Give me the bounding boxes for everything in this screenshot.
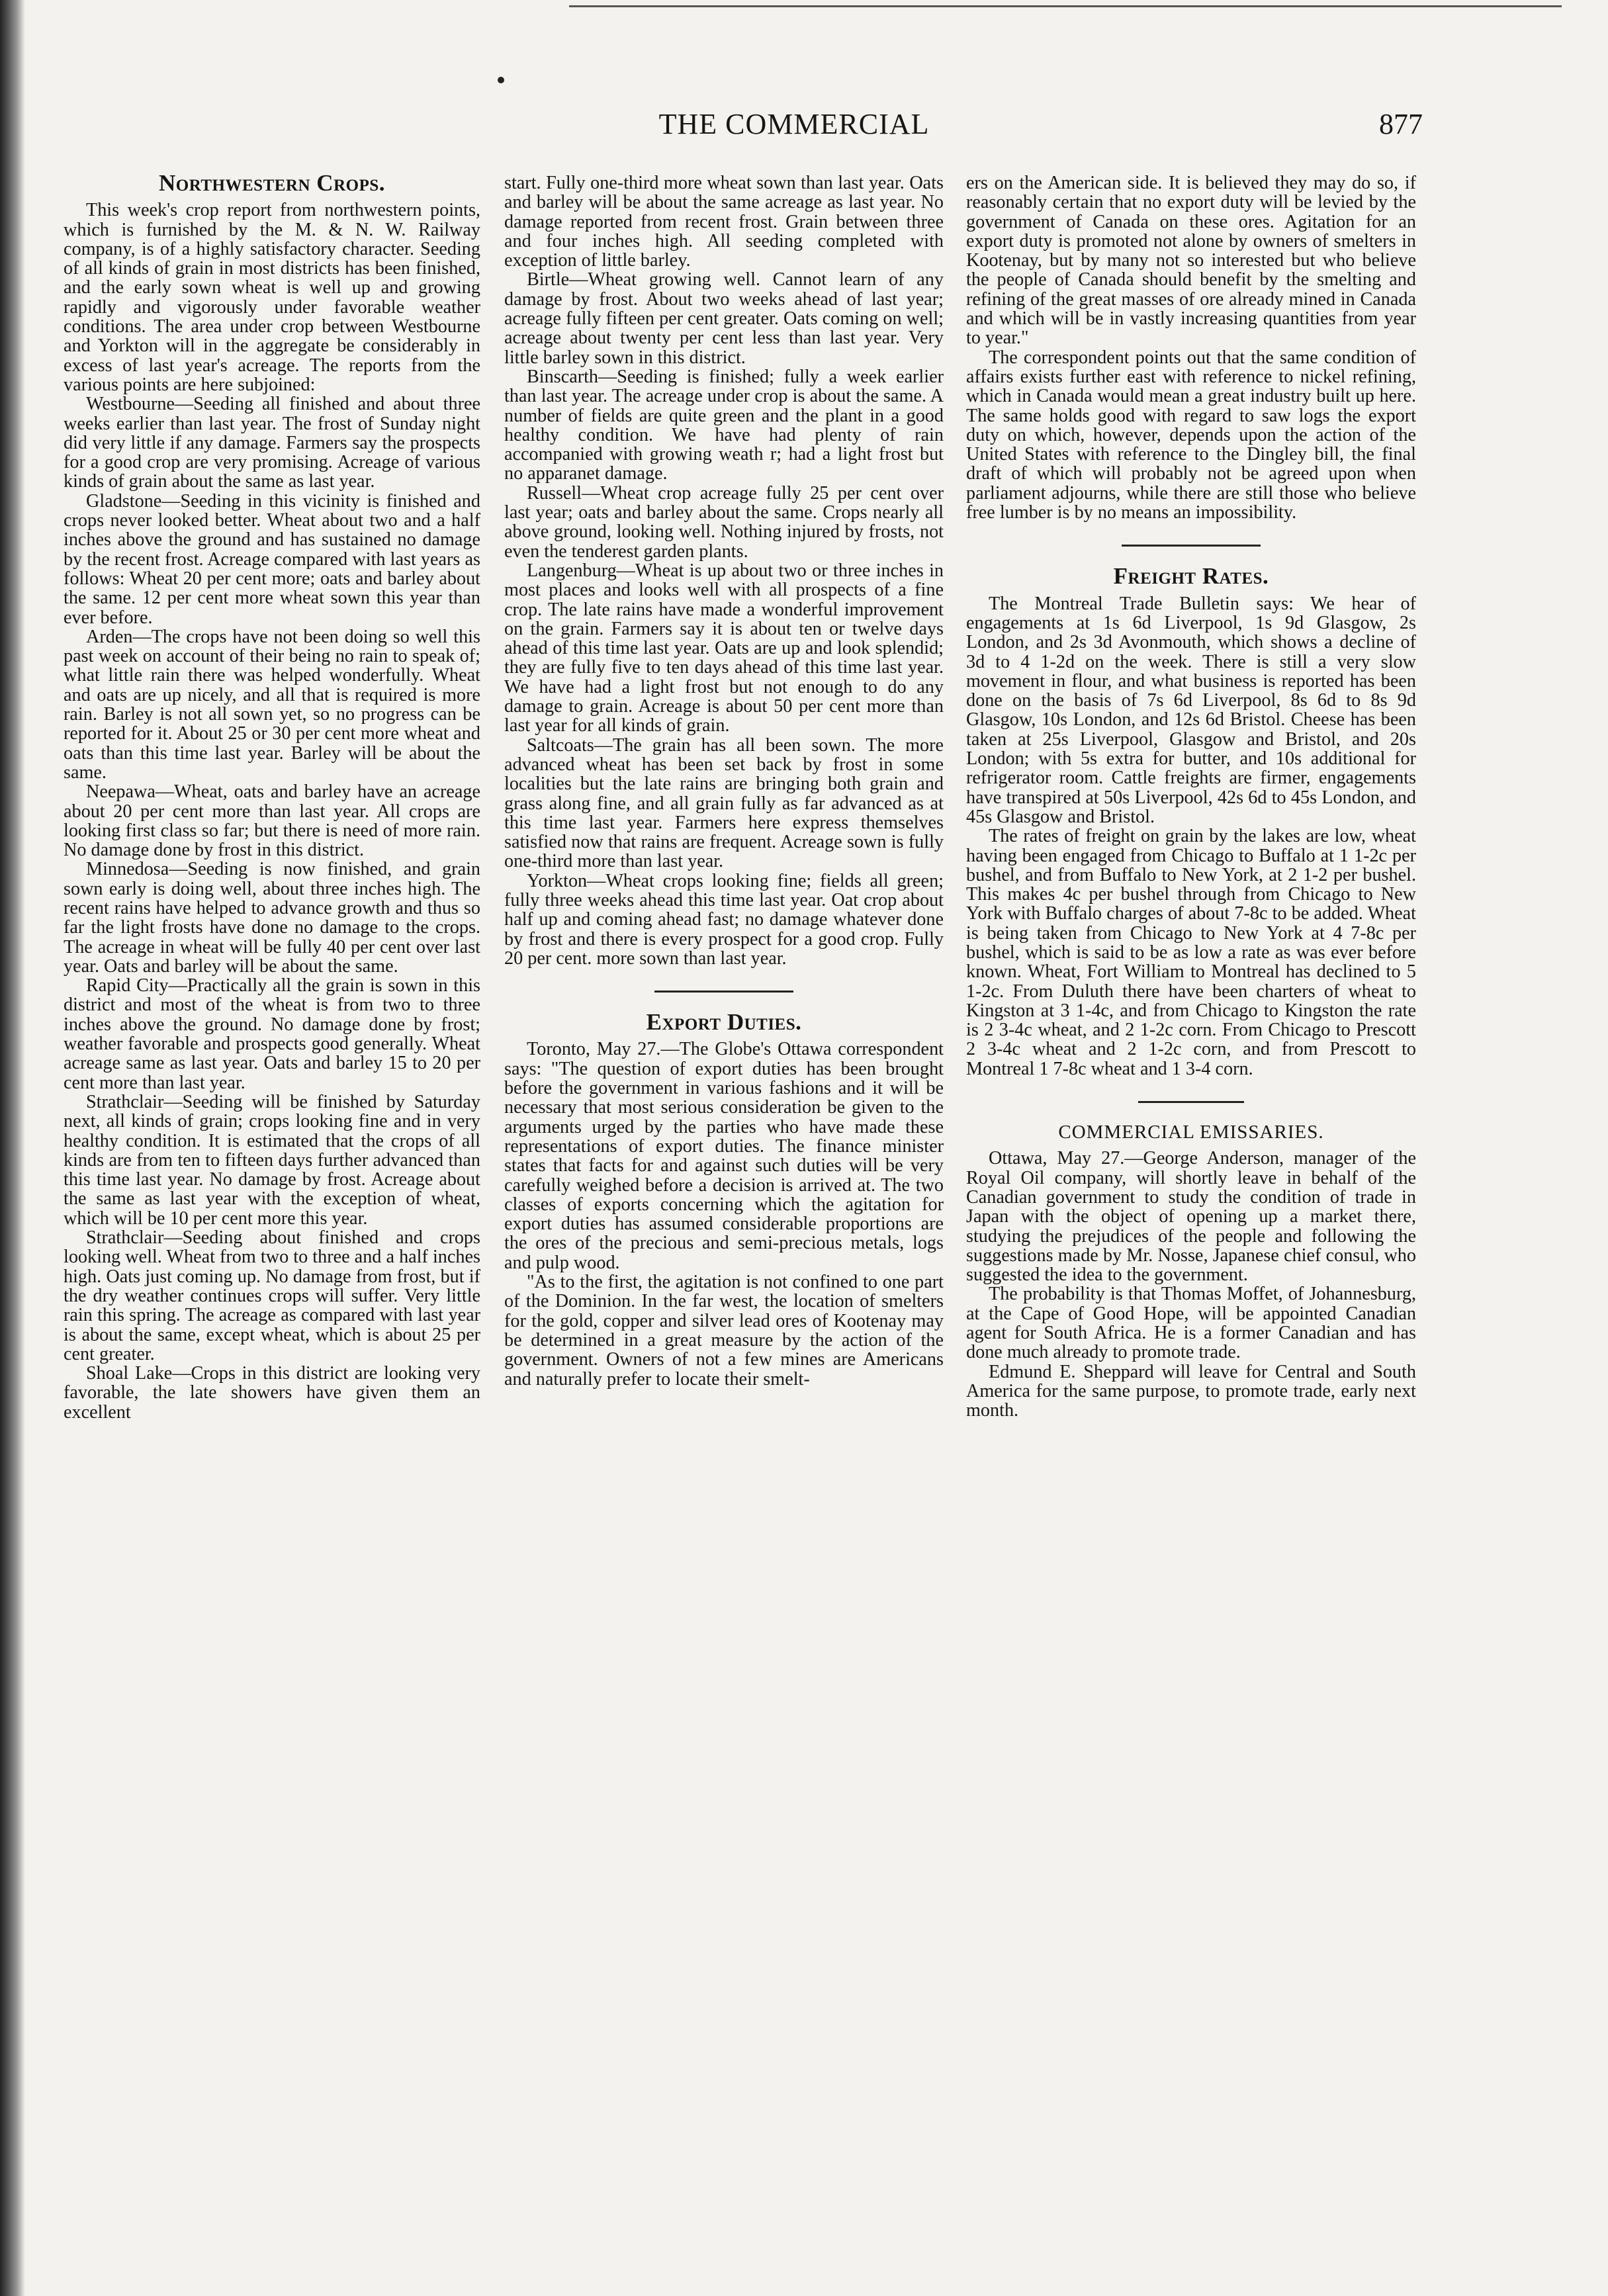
article-paragraph: The rates of freight on grain by the lakes are low, wheat having been engaged from Chicago to Buffalo at 1 1-2c per bushel, and from Buffalo to New York, at 2 1-2 per bushel. This makes 4c per bushel through from Chicago to New York with Buffalo charges of about 7-8c to be added. Wheat is being taken from Chicago to New York at 4 7-8c per bushel, which is said to be as low a rate as was ever before known. Wheat, Fort William to Montreal has declined to 5 1-2c. From Duluth there have been charters of wheat to Kingston at 3 1-4c, and from Chicago to Kingston the rate is 2 3-4c wheat, and 2 1-2c corn. From Chicago to Prescott 2 3-4c wheat and 2 1-2c corn, and from Prescott to Montreal 1 7-8c wheat and 1 3-4 corn. — [966, 826, 1416, 1079]
report-arden: Arden—The crops have not been doing so well this past week on account of their being no rain to speak of; what little rain there was helped wonderfully. Wheat and oats are up nicely, and all that is required is more rain. Barley is not all sown yet, so no progress can be reported for it. About 25 or 30 per cent more wheat and oats than this time last year. Barley will be about the same. — [64, 626, 480, 783]
report-saltcoats: Saltcoats—The grain has all been sown. The more advanced wheat has been set back by frost in some localities but the late rains are bringing both grain and grass along fine, and all grain fully as far advanced as at this time last year. Farmers here express themselves satisfied now that rains are frequent. Acreage sown is fully one-third more than last year. — [504, 734, 944, 872]
report-russell: Russell—Wheat crop acreage fully 25 per cent over last year; oats and barley about the same. Crops nearly all above ground, looking well. Nothing injured by frosts, not even the tenderest garden plants. — [504, 482, 944, 562]
report-shoal-lake-continued: start. Fully one-third more wheat sown than last year. Oats and barley will be about the same acreage as last year. No damage reported from recent frost. Grain between three and four inches high. All seeding completed with exception of little barley. — [504, 173, 944, 271]
report-birtle: Birtle—Wheat growing well. Cannot learn of any damage by frost. About two weeks ahead of last year; acreage fully fifteen per cent greater. Oats coming on well; acreage about twenty per cent less than last year. Very little barley sown in this district. — [504, 269, 944, 368]
article-paragraph: Edmund E. Sheppard will leave for Central and South America for the same purpose, to promote trade, early next month. — [966, 1361, 1416, 1421]
report-shoal-lake: Shoal Lake—Crops in this district are looking very favorable, the late showers have given them an excellent — [64, 1363, 480, 1423]
column-3 — [966, 173, 1416, 1421]
article-paragraph: The correspondent points out that the same condition of affairs exists further east with reference to nickel refining, which in Canada would mean a great industry built up here. The same holds good with regard to saw logs the export duty on which, however, depends upon the action of the United States with reference to the Dingley bill, the final draft of which will probably not be agreed upon when parliament adjourns, while there are still those who believe free lumber is by no means an impossibility. — [966, 347, 1416, 523]
running-title: THE COMMERCIAL — [658, 108, 930, 140]
report-westbourne: Westbourne—Seeding all finished and about three weeks earlier than last year. The frost of Sunday night did very little if any damage. Farmers say the prospects for a good crop are very promising. Acreage of various kinds of grain about the same as last year. — [64, 394, 480, 492]
column-1 — [64, 170, 480, 1423]
report-langenburg: Langenburg—Wheat is up about two or three inches in most places and looks well with all prospects of a fine crop. The late rains have made a wonderful improvement on the grain. Farmers say it is about ten or twelve days ahead of this time last year. Oats are up and look splendid; they are fully five to ten days ahead of this time last year. We have had a light frost but not enough to do any damage to grain. Acreage is about 50 per cent more than last year for all kinds of grain. — [504, 560, 944, 736]
section-divider — [1122, 545, 1261, 547]
article-paragraph: The probability is that Thomas Moffet, of Johannesburg, at the Cape of Good Hope, will be appointed Canadian agent for South Africa. He is a former Canadian and has done much already to promote trade. — [966, 1284, 1416, 1363]
export-duties-continued: ers on the American side. It is believed they may do so, if reasonably certain that no export duty will be levied by the government of Canada on these ores. Agitation for an export duty is promoted not alone by owners of smelters in Kootenay, but by many not so interested but who believe the people of Canada should benefit by the smelting and refining of the great masses of ore already mined in Canada and which will be in vastly increasing quantities from year to year." — [966, 173, 1416, 349]
ink-speck — [498, 77, 504, 83]
report-minnedosa: Minnedosa—Seeding is now finished, and grain sown early is doing well, about three inches high. The recent rains have helped to advance growth and thus so far the light frosts have done no damage to the crops. The acreage in wheat will be fully 40 per cent over last year. Oats and barley will be about the same. — [64, 859, 480, 977]
section-divider — [1138, 1101, 1244, 1103]
top-rule — [569, 5, 1562, 7]
article-paragraph: The Montreal Trade Bulletin says: We hear of engagements at 1s 6d Liverpool, 1s 9d Glasgow, 2s London, and 2s 3d Avonmouth, which shows a decline of 3d to 4 1-2d on the week. There is still a very slow movement in flour, and what business is reported has been done on the basis of 7s 6d Liverpool, 8s 6d to 8s 9d Glasgow, 10s London, and 12s 6d Bristol. Cheese has been taken at 25s Liverpool, Glasgow and Bristol, and 20s London; with 5s extra for butter, and 10s additional for refrigerator room. Cattle freights are firmer, engagements have transpired at 50s Liverpool, 42s 6d to 45s London, and 45s Glasgow and Bristol. — [966, 593, 1416, 827]
report-yorkton: Yorkton—Wheat crops looking fine; fields all green; fully three weeks ahead this time last year. Oat crop about half up and coming ahead fast; no damage whatever done by frost and there is every prospect for a good crop. Fully 20 per cent. more sown than last year. — [504, 870, 944, 969]
report-seeding: Strathclair—Seeding will be finished by Saturday next, all kinds of grain; crops looking fine and in very healthy condition. It is estimated that the crops of all kinds are from ten to fifteen days further advanced than this time last year. No damage by frost. Acreage about the same as last year with the exception of wheat, which will be 10 per cent more this year. — [64, 1091, 480, 1229]
report-strathclair: Strathclair—Seeding about finished and crops looking well. Wheat from two to three and a half inches high. Oats just coming up. No damage from frost, but if the dry weather continues crops will suffer. Very little rain this spring. The acreage as compared with last year is about the same, except wheat, which is about 25 per cent greater. — [64, 1227, 480, 1364]
northwestern-crops-heading: Northwestern Crops. — [158, 170, 385, 196]
report-binscarth: Binscarth—Seeding is finished; fully a week earlier than last year. The acreage under crop is about the same. A number of fields are quite green and the plant in a good healthy condition. We have had plenty of rain accompanied with growing weath r; had a light frost but no apparanet damage. — [504, 366, 944, 484]
page-binding-edge — [0, 0, 25, 2296]
freight-rates-heading: Freight Rates. — [1113, 563, 1269, 590]
report-rapid-city: Rapid City—Practically all the grain is sown in this district and most of the wheat is from two to three inches above the ground. No damage done by frost; weather favorable and prospects good generally. Wheat acreage same as last year. Oats and barley 15 to 20 per cent more than last year. — [64, 975, 480, 1093]
article-paragraph: Ottawa, May 27.—George Anderson, manager of the Royal Oil company, will shortly leave in behalf of the Canadian government to study the condition of trade in Japan with the object of opening up a market there, studying the prejudices of the people and following the suggestions made by Mr. Nosse, Japanese chief consul, who suggested the idea to the government. — [966, 1148, 1416, 1286]
export-duties-heading: Export Duties. — [646, 1009, 802, 1036]
article-paragraph: "As to the first, the agitation is not confined to one part of the Dominion. In the far west, the location of smelters for the gold, copper and silver lead ores of Kootenay may be determined in a great measure by the action of the government. Owners of not a few mines are Americans and naturally prefer to locate their smelt- — [504, 1272, 944, 1390]
report-gladstone: Gladstone—Seeding in this vicinity is finished and crops never looked better. Wheat about two and a half inches above the ground and has sustained no damage by the recent frost. Acreage compared with last years as follows: Wheat 20 per cent more; oats and barley about the same. 12 per cent more wheat sown this year than ever before. — [64, 490, 480, 628]
commercial-emissaries-heading: COMMERCIAL EMISSARIES. — [1058, 1122, 1324, 1143]
section-divider — [654, 991, 793, 993]
report-neepawa: Neepawa—Wheat, oats and barley have an acreage about 20 per cent more than last year. All crops are looking first class so far; but there is need of more rain. No damage done by frost in this district. — [64, 781, 480, 861]
article-paragraph: This week's crop report from northwestern points, which is furnished by the M. & N. W. Railway company, is of a highly satisfactory character. Seeding of all kinds of grain in most districts has been finished, and the early sown wheat is well up and growing rapidly and vigorously under favorable weather conditions. The area under crop between Westbourne and Yorkton will in the aggregate be considerably in excess of last year's acreage. The reports from the various points are here subjoined: — [64, 200, 480, 395]
page-number: 877 — [1379, 108, 1423, 140]
article-paragraph: Toronto, May 27.—The Globe's Ottawa correspondent says: "The question of export duties has been brought before the government in various fashions and it will be necessary that most serious consideration be given to the arguments urged by the parties who have made these representations of export duties. The finance minister states that facts for and against such duties will be very carefully weighed before a decision is arrived at. The two classes of exports concerning which the agitation for export duties has assumed considerable proportions are the ores of the precious and semi-precious metals, logs and pulp wood. — [504, 1039, 944, 1273]
column-2 — [504, 173, 944, 1389]
